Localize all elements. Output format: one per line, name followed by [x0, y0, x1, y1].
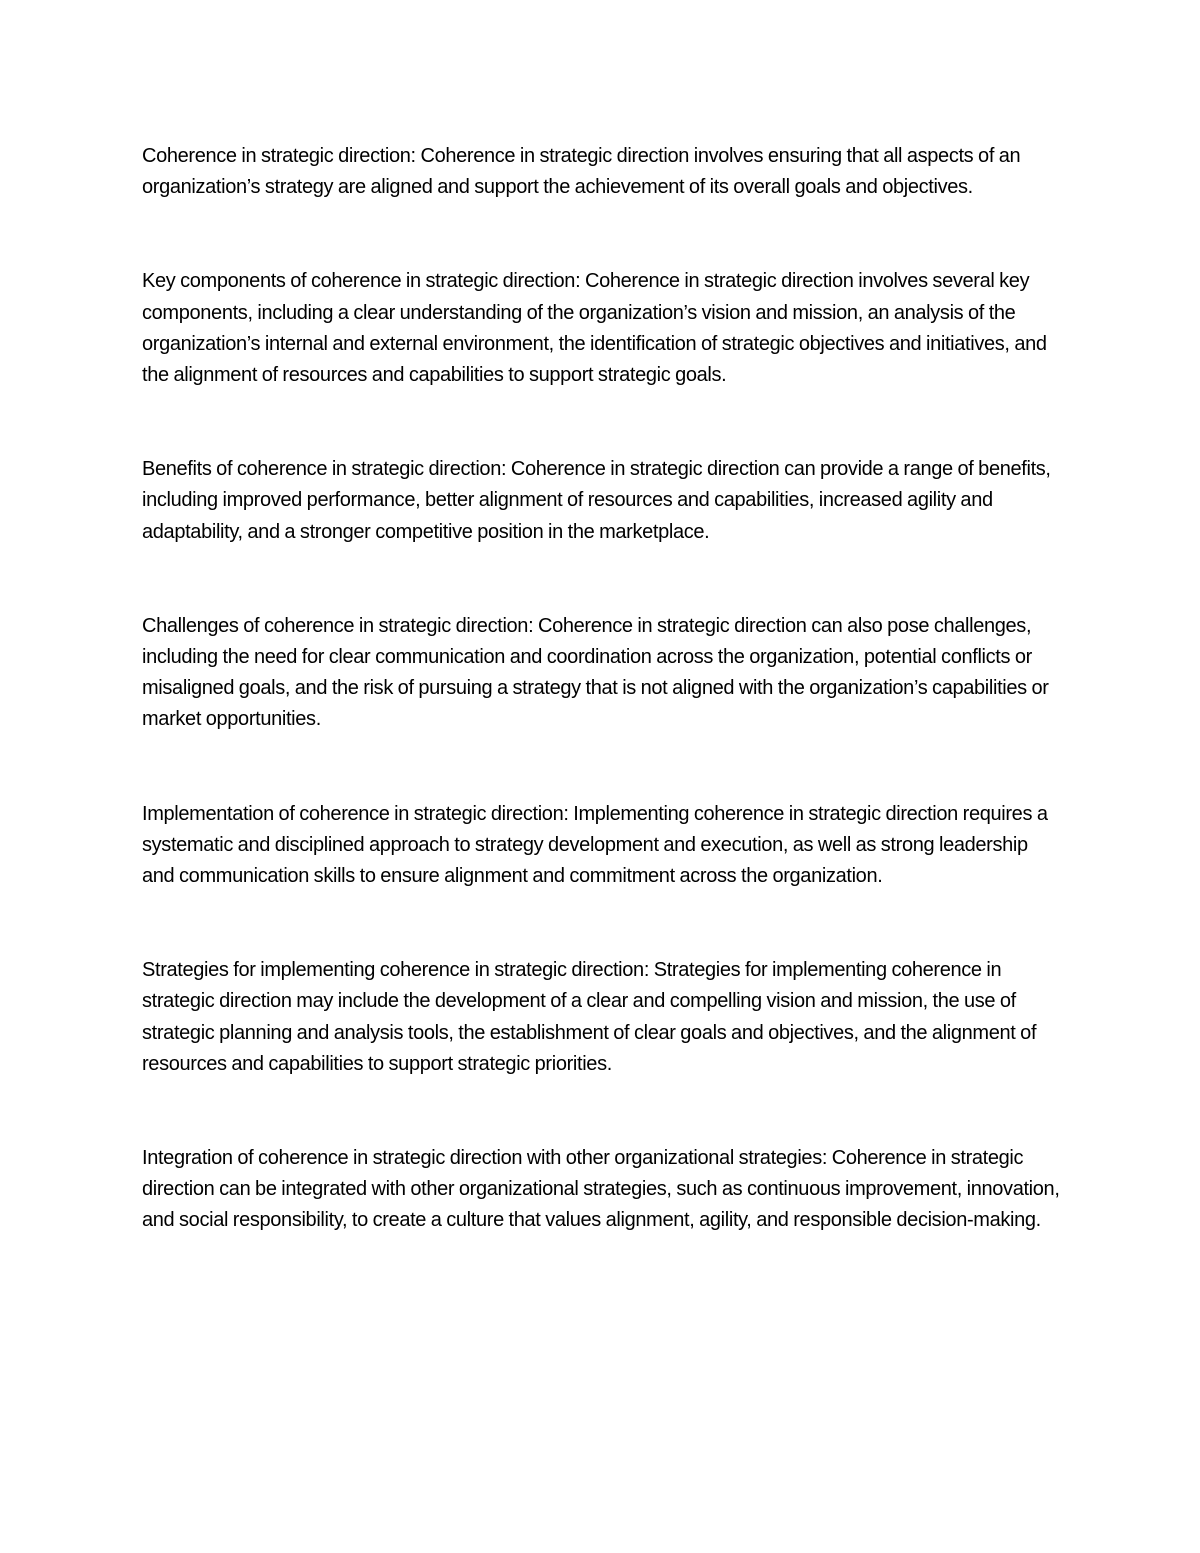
- paragraph-strategies: Strategies for implementing coherence in strategic direction: Strategies for implementing coherence in strategic direction may include the development of a clear and compelling vision and mission, the use of strategic planning and analysis tools, the establishment of clear goals and objectives, and the alignment of resources and capabilities to support strategic priorities.: [142, 959, 1037, 1075]
- paragraph-coherence-definition: Coherence in strategic direction: Coherence in strategic direction involves ensuring that all aspects of an organization’s strategy are aligned and support the achievement of its overall goals and objectives.: [142, 145, 1021, 199]
- document-body: [142, 141, 1064, 1300]
- paragraph-key-components: Key components of coherence in strategic direction: Coherence in strategic direction involves several key components, including a clear understanding of the organization’s vision and mission, an analysis of the organization’s internal and external environment, the identification of strategic objectives and initiatives, and the alignment of resources and capabilities to support strategic goals.: [142, 270, 1047, 387]
- paragraph-implementation: Implementation of coherence in strategic direction: Implementing coherence in strategic direction requires a systematic and disciplined approach to strategy development and execution, as well as strong leadership and communication skills to ensure alignment and commitment across the organization.: [142, 802, 1048, 888]
- paragraph-challenges: Challenges of coherence in strategic direction: Coherence in strategic direction can also pose challenges, including the need for clear communication and coordination across the organization, potential conflicts or misaligned goals, and the risk of pursuing a strategy that is not aligned with the organization’s capabilities or market opportunities.: [142, 614, 1049, 731]
- paragraph-integration: Integration of coherence in strategic direction with other organizational strategies: Coherence in strategic direction can be integrated with other organizational strategies, such as continuous improvement, innovation, and social responsibility, to create a culture that values alignment, agility, and responsible decision-making.: [142, 1147, 1060, 1232]
- paragraph-benefits: Benefits of coherence in strategic direction: Coherence in strategic direction can provide a range of benefits, including improved performance, better alignment of resources and capabilities, increased agility and adaptability, and a stronger competitive position in the marketplace.: [142, 458, 1051, 543]
